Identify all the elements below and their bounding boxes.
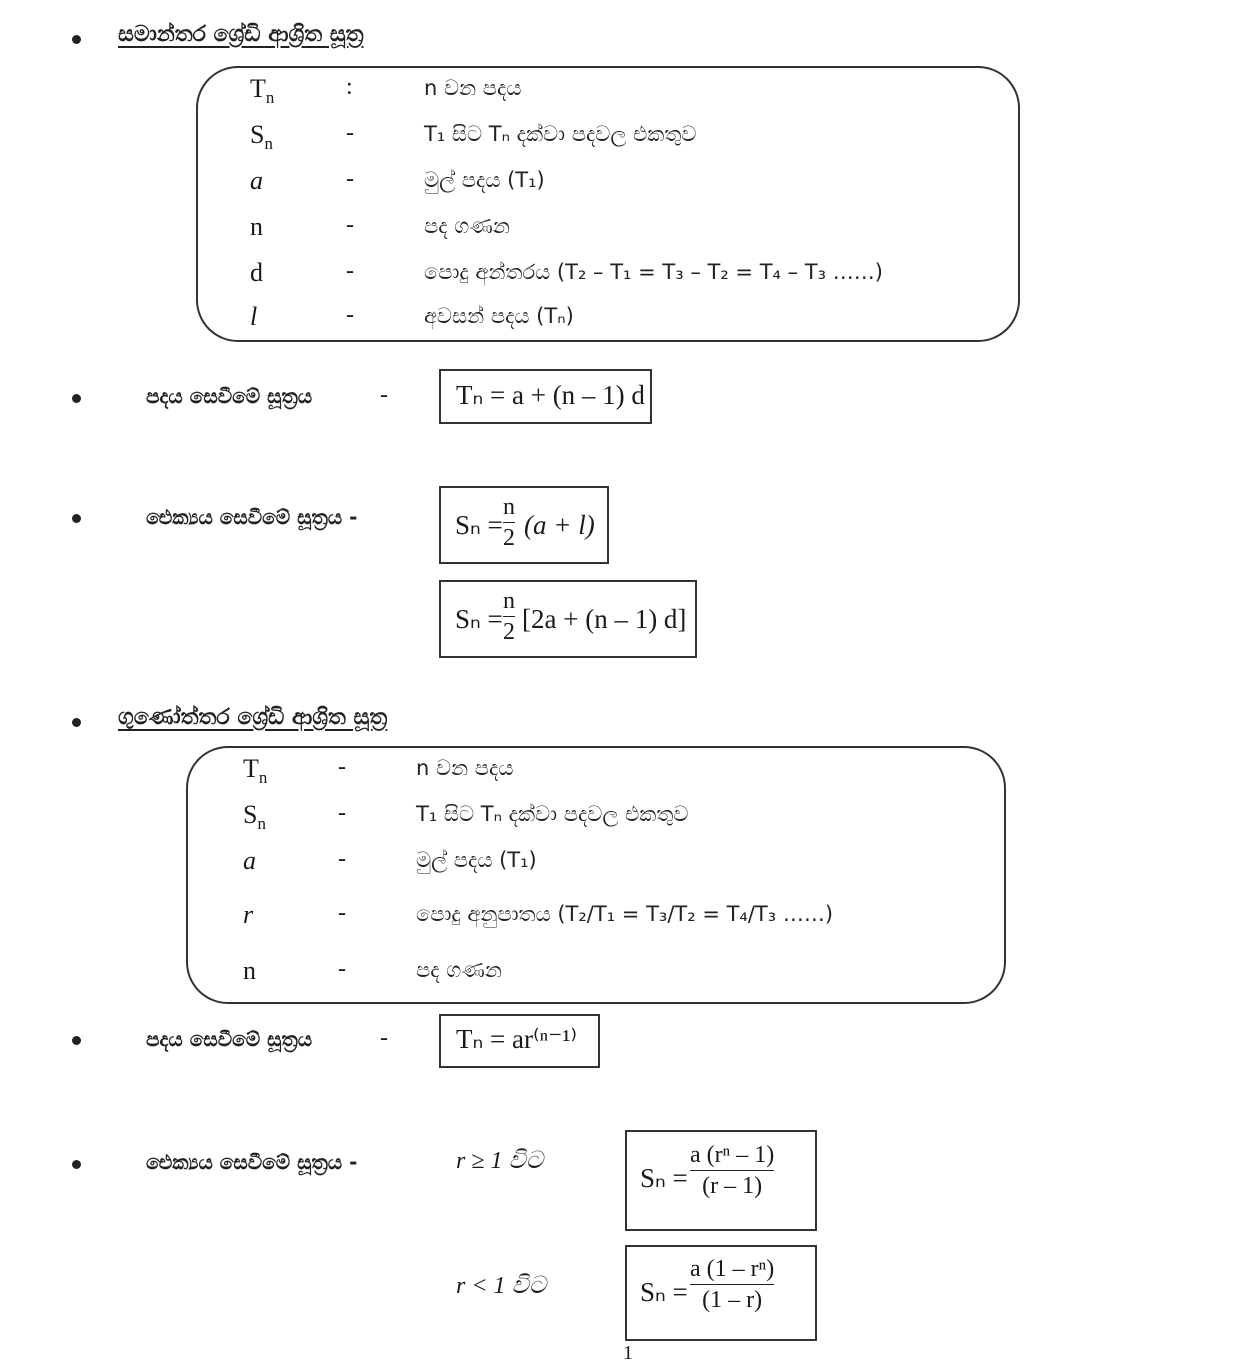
sum-formula-1-fraction — [690, 1142, 774, 1200]
definition-text: මුල් පදය (T₁) — [424, 168, 545, 192]
term-formula-dash: - — [380, 1025, 388, 1051]
definition-symbol: n — [243, 956, 256, 985]
definition-dash: - — [346, 120, 354, 146]
definition-dash: - — [346, 258, 354, 284]
term-formula-label: පදය සෙවීමේ සූත්‍රය — [146, 1027, 313, 1051]
definition-symbol: $S_n$ — [243, 800, 266, 834]
condition-r-lt-1: r < 1 විට — [456, 1273, 547, 1299]
definition-dash: - — [338, 800, 346, 826]
term-formula: Tₙ = a + (n – 1) d — [456, 380, 645, 410]
page-number: 1 — [623, 1342, 633, 1364]
definition-text: T₁ සිට Tₙ දක්වා පදවල එකතුව — [424, 122, 697, 146]
section-heading-geometric: ගුණෝත්තර ශ්‍රේඩි ආශ්‍රිත සූත්‍ර — [118, 705, 388, 730]
bullet — [72, 514, 81, 523]
definition-dash: - — [346, 166, 354, 192]
bullet — [72, 35, 81, 44]
sum-formula-2-fraction — [503, 588, 515, 646]
definition-text: n වන පදය — [416, 756, 514, 780]
fraction-denominator: 2 — [503, 619, 515, 646]
definition-text: පොදු අන්තරය (T₂ – T₁ = T₃ – T₂ = T₄ – T₃ ……) — [424, 260, 883, 284]
definition-dash: - — [338, 754, 346, 780]
definition-symbol: $T_n$ — [243, 754, 268, 788]
definition-symbol: d — [250, 258, 263, 287]
fraction-numerator: a (rⁿ – 1) — [690, 1142, 775, 1168]
sum-formula-1-lhs: Sₙ = — [455, 510, 503, 540]
fraction-numerator: n — [503, 588, 515, 614]
definition-dash: - — [346, 302, 354, 328]
definition-text: අවසන් පදය (Tₙ) — [424, 304, 574, 328]
definition-symbol: a — [243, 846, 256, 875]
section-heading-arithmetic: සමාන්තර ශ්‍රේඩි ආශ්‍රිත සූත්‍ර — [118, 22, 364, 47]
term-formula-label: පදය සෙවීමේ සූත්‍රය — [146, 384, 313, 408]
condition-r-ge-1: r ≥ 1 විට — [456, 1148, 544, 1174]
term-formula: Tₙ = ar⁽ⁿ⁻¹⁾ — [456, 1024, 578, 1054]
fraction-denominator: 2 — [503, 525, 515, 552]
definition-symbol: l — [250, 302, 258, 331]
definition-symbol: n — [250, 212, 263, 241]
bullet — [72, 1036, 81, 1045]
fraction-numerator: a (1 – rⁿ) — [690, 1256, 775, 1282]
definition-symbol: $T_n$ — [250, 74, 275, 108]
definition-dash: - — [346, 212, 354, 238]
fraction-bar — [503, 522, 515, 523]
fraction-denominator: (1 – r) — [702, 1287, 763, 1314]
definitions-box-geometric — [186, 746, 1006, 1004]
term-formula-dash: - — [380, 382, 388, 408]
definition-symbol: a — [250, 166, 263, 195]
definitions-box-arithmetic — [196, 66, 1020, 342]
fraction-bar — [503, 616, 515, 617]
bullet — [72, 394, 81, 403]
sum-formula-2-rhs: [2a + (n – 1) d] — [522, 604, 687, 634]
definition-text: මුල් පදය (T₁) — [416, 848, 537, 872]
definition-dash: - — [338, 900, 346, 926]
definition-dash: - — [338, 846, 346, 872]
sum-formula-2-fraction — [690, 1256, 774, 1314]
definition-text: පද ගණන — [424, 214, 510, 238]
definition-text: n වන පදය — [424, 76, 522, 100]
fraction-bar — [690, 1284, 774, 1285]
fraction-bar — [690, 1170, 774, 1171]
sum-formula-2-lhs: Sₙ = — [640, 1277, 688, 1307]
sum-formula-2-lhs: Sₙ = — [455, 604, 503, 634]
definition-dash: : — [346, 74, 353, 100]
sum-formula-1-lhs: Sₙ = — [640, 1163, 688, 1193]
sum-formula-label: ඓක්‍යය සෙවීමේ සූත්‍රය - — [146, 1150, 358, 1174]
fraction-numerator: n — [503, 494, 515, 520]
bullet — [72, 718, 81, 727]
sum-formula-1-rhs: (a + l) — [524, 510, 595, 540]
definition-symbol: $S_n$ — [250, 120, 273, 154]
bullet — [72, 1160, 81, 1169]
definition-text: පද ගණන — [416, 958, 502, 982]
sum-formula-label: ඓක්‍යය සෙවීමේ සූත්‍රය - — [146, 505, 358, 529]
definition-text: පොදු අනුපාතය (T₂/T₁ = T₃/T₂ = T₄/T₃ ……) — [416, 902, 834, 926]
definition-text: T₁ සිට Tₙ දක්වා පදවල එකතුව — [416, 802, 689, 826]
fraction-denominator: (r – 1) — [702, 1173, 763, 1200]
definition-symbol: r — [243, 900, 254, 929]
sum-formula-1-fraction — [503, 494, 515, 552]
definition-dash: - — [338, 956, 346, 982]
